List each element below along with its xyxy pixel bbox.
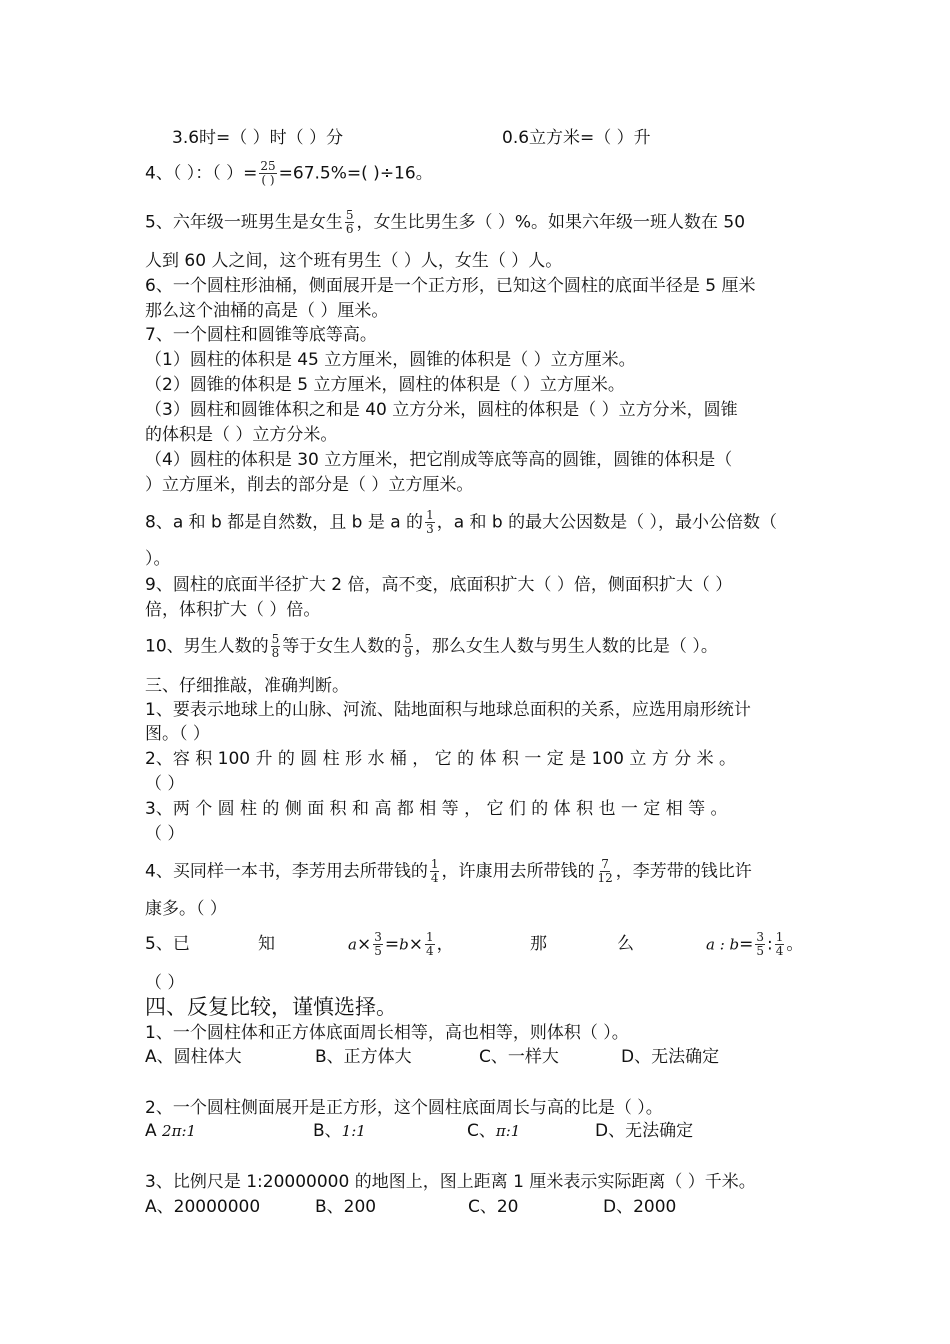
fraction (259, 160, 276, 187)
numerator: 1 (425, 930, 434, 944)
q10-text-c: ，那么女生人数与男生人数的比是（ ）。 (414, 636, 718, 657)
numerator: 1 (775, 930, 784, 944)
time-conversion: 3.6时=（ ）时（ ）分 (172, 128, 344, 148)
option-label: C、 (467, 1121, 496, 1141)
q8-text-b: ，a 和 b 的最大公因数是（ ），最小公倍数（ (436, 512, 778, 533)
numerator: 5 (404, 632, 412, 646)
numerator: 3 (374, 930, 382, 944)
option-expr: 2π:1 (162, 1122, 197, 1140)
q5-text-b: ，女生比男生多（ ）%。如果六年级一班人数在 50 (356, 212, 746, 233)
judge-2: 2、容 积 100 升 的 圆 柱 形 水 桶 ， 它 的 体 积 一 定 是 100 立 方 分 米 。 (145, 749, 736, 769)
judge-5-d (617, 933, 634, 955)
choice-1: 1、一个圆柱体和正方体底面周长相等，高也相等，则体积（ ）。 (145, 1023, 629, 1043)
question-9: 9、圆柱的底面半径扩大 2 倍，高不变，底面积扩大（ ）倍，侧面积扩大（ ） (145, 575, 733, 595)
choice-3: 3、比例尺是 1:20000000 的地图上，图上距离 1 厘米表示实际距离（ ）千米。 (145, 1172, 756, 1192)
var-a: a (348, 935, 357, 954)
choice-1-option-d: D、无法确定 (621, 1047, 720, 1067)
colon: : (767, 934, 773, 955)
denominator: 6 (345, 222, 354, 236)
judge-3-bracket: （ ） (145, 824, 185, 844)
fraction (430, 858, 440, 885)
fraction (755, 931, 765, 958)
j4-text-a: 4、买同样一本书，李芳用去所带钱的 (145, 861, 428, 882)
q4-text-a: 4、（ ）：（ ）= (145, 163, 258, 184)
option-label: B、 (313, 1121, 342, 1141)
j5-word-1: 5、已 (145, 934, 190, 954)
judge-5-c (530, 933, 547, 955)
choice-3-option-c: C、20 (468, 1197, 519, 1217)
numerator: 5 (271, 632, 280, 646)
q3-line-time (172, 127, 343, 149)
judge-5-expr1 (348, 931, 454, 958)
volume-conversion: 0.6立方米=（ ）升 (502, 128, 651, 148)
choice-2-option-c (467, 1120, 520, 1142)
question-4 (145, 160, 433, 187)
q10-text-b: 等于女生人数的 (282, 636, 402, 657)
j4-text-b: ，许康用去所带钱的 (441, 861, 595, 882)
choice-1-option-b: B、正方体大 (315, 1047, 412, 1067)
j5-word-3: 那 (530, 934, 547, 954)
choice-2-option-d: D、无法确定 (595, 1121, 694, 1141)
judge-5-bracket: （ ） (145, 973, 185, 993)
question-8 (145, 509, 777, 536)
question-10 (145, 633, 718, 660)
judge-5-expr2 (706, 931, 803, 958)
equals-sign: = (384, 934, 400, 955)
numerator: 1 (426, 508, 434, 522)
question-7: 7、一个圆柱和圆锥等底等高。 (145, 325, 377, 345)
question-7-2: （2）圆锥的体积是 5 立方厘米，圆柱的体积是（ ）立方厘米。 (145, 375, 625, 395)
fraction (403, 633, 413, 660)
fraction (425, 509, 435, 536)
denominator: 4 (425, 944, 434, 958)
denominator: 3 (426, 522, 434, 536)
question-5-cont: 人到 60 人之间，这个班有男生（ ）人，女生（ ）人。 (145, 251, 563, 271)
denominator: 4 (430, 871, 439, 885)
judge-2-bracket: （ ） (145, 774, 185, 794)
question-9-cont: 倍，体积扩大（ ）倍。 (145, 600, 321, 620)
fraction (373, 931, 383, 958)
section-4-title: 四、反复比较，谨慎选择。 (145, 995, 397, 1019)
question-7-3-cont: 的体积是（ ）立方分米。 (145, 425, 338, 445)
choice-1-option-c: C、一样大 (479, 1047, 559, 1067)
denominator: 9 (404, 646, 412, 660)
fraction (775, 931, 785, 958)
numerator: 7 (601, 857, 609, 871)
q5-text-a: 5、六年级一班男生是女生 (145, 212, 343, 233)
question-7-3: （3）圆柱和圆锥体积之和是 40 立方分米，圆柱的体积是（ ）立方分米，圆锥 (145, 400, 738, 420)
q10-text-a: 10、男生人数的 (145, 636, 269, 657)
period: 。 (786, 934, 804, 955)
denominator: 8 (271, 646, 280, 660)
j5-word-2: 知 (258, 934, 275, 954)
judge-5-a (145, 933, 190, 955)
j4-text-c: ，李芳带的钱比许 (615, 861, 752, 882)
judge-4 (145, 858, 752, 885)
choice-3-option-d: D、2000 (603, 1197, 677, 1217)
choice-2-option-b (313, 1120, 366, 1142)
section-3-title: 三、仔细推敲，准确判断。 (145, 676, 349, 696)
choice-2-option-a (145, 1120, 196, 1142)
choice-3-option-a: A、20000000 (145, 1197, 261, 1217)
denominator: ( ) (261, 173, 275, 187)
denominator: 12 (597, 871, 613, 885)
j5-word-4: 么 (617, 934, 634, 954)
ratio-ab: a : b (706, 935, 740, 954)
numerator: 25 (260, 159, 276, 173)
question-7-4: （4）圆柱的体积是 30 立方厘米，把它削成等底等高的圆锥，圆锥的体积是（ (145, 450, 733, 470)
fraction (425, 931, 435, 958)
judge-3: 3、两 个 圆 柱 的 侧 面 积 和 高 都 相 等 ， 它 们 的 体 积 也 一 定 相 等 。 (145, 799, 728, 819)
denominator: 5 (756, 944, 765, 958)
choice-3-option-b: B、200 (315, 1197, 377, 1217)
judge-1-cont: 图。（ ） (145, 724, 210, 744)
equals-sign: = (739, 934, 754, 955)
fraction (596, 858, 613, 885)
judge-5-b (258, 933, 275, 955)
option-expr: 1:1 (341, 1122, 366, 1140)
var-b: b (399, 935, 409, 954)
question-6: 6、一个圆柱形油桶，侧面展开是一个正方形，已知这个圆柱的底面半径是 5 厘米 (145, 276, 756, 296)
question-5 (145, 209, 745, 236)
times-sign: × (408, 934, 423, 955)
question-6-cont: 那么这个油桶的高是（ ）厘米。 (145, 301, 389, 321)
numerator: 1 (430, 857, 439, 871)
judge-1: 1、要表示地球上的山脉、河流、陆地面积与地球总面积的关系，应选用扇形统计 (145, 700, 751, 720)
choice-1-option-a: A、圆柱体大 (145, 1047, 242, 1067)
denominator: 5 (374, 944, 382, 958)
denominator: 4 (775, 944, 784, 958)
fraction (345, 209, 355, 236)
fraction (271, 633, 281, 660)
numerator: 3 (756, 930, 765, 944)
choice-2: 2、一个圆柱侧面展开是正方形，这个圆柱底面周长与高的比是（ ）。 (145, 1098, 663, 1118)
q3-line-volume (502, 127, 651, 149)
comma: ， (436, 934, 454, 955)
numerator: 5 (345, 208, 354, 222)
question-7-1: （1）圆柱的体积是 45 立方厘米，圆锥的体积是（ ）立方厘米。 (145, 350, 636, 370)
question-8-cont: ）。 (145, 549, 171, 569)
option-expr: π:1 (495, 1122, 521, 1140)
option-label: A (145, 1121, 157, 1141)
judge-4-cont: 康多。（ ） (145, 899, 227, 919)
q8-text-a: 8、a 和 b 都是自然数，且 b 是 a 的 (145, 512, 424, 533)
q4-text-b: =67.5%=( )÷16。 (278, 163, 433, 184)
question-7-4-cont: ）立方厘米，削去的部分是（ ）立方厘米。 (145, 475, 474, 495)
times-sign: × (356, 934, 372, 955)
